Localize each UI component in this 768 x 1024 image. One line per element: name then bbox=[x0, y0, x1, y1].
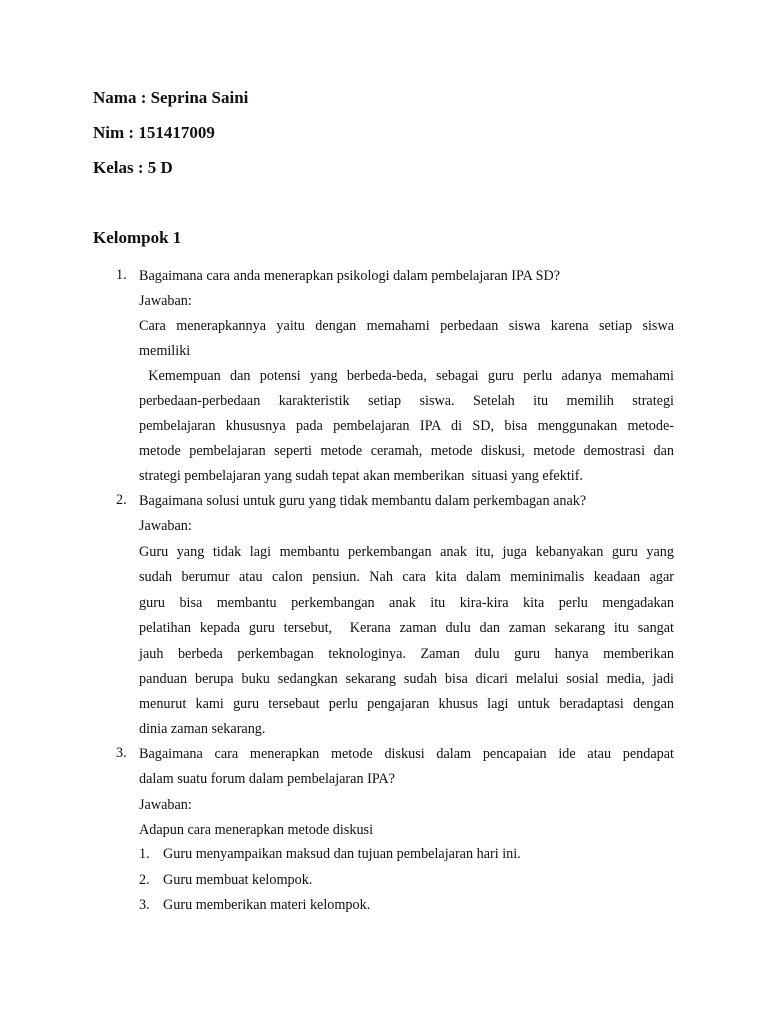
answer-1-line: memiliki bbox=[139, 343, 191, 359]
student-class: Kelas : 5 D bbox=[93, 158, 173, 177]
answer-2-line: guru bisa membantu perkembangan anak itu kira-kira kita perlu mengadakan bbox=[139, 595, 674, 611]
question-2-answer-label: Jawaban: bbox=[139, 518, 192, 534]
answer-2-line: pelatihan kepada guru tersebut, Kerana zaman dulu dan zaman sekarang itu sangat bbox=[139, 620, 674, 636]
answer-3-intro: Adapun cara menerapkan metode diskusi bbox=[139, 822, 374, 838]
question-3-answer-label: Jawaban: bbox=[139, 797, 192, 813]
answer-1-line: perbedaan-perbedaan karakteristik setiap siswa. Setelah itu memilih strategi bbox=[139, 393, 674, 409]
question-1-text: Bagaimana cara anda menerapkan psikologi dalam pembelajaran IPA SD? bbox=[139, 268, 561, 284]
question-3-number: 3. bbox=[116, 745, 127, 761]
question-2-number: 2. bbox=[116, 492, 127, 508]
step-number: 3. bbox=[139, 897, 150, 913]
student-nim: Nim : 151417009 bbox=[93, 123, 215, 142]
answer-2-line: panduan berupa buku sedangkan sekarang sudah bisa dicari melalui sosial media, jadi bbox=[139, 671, 674, 687]
question-2-text: Bagaimana solusi untuk guru yang tidak membantu dalam perkembagan anak? bbox=[139, 493, 587, 509]
step-number: 1. bbox=[139, 846, 150, 862]
answer-1-line: Cara menerapkannya yaitu dengan memahami perbedaan siswa karena setiap siswa bbox=[139, 318, 674, 334]
question-3-text: Bagaimana cara menerapkan metode diskusi dalam pencapaian ide atau pendapat bbox=[139, 746, 674, 762]
answer-1-line: strategi pembelajaran yang sudah tepat akan memberikan situasi yang efektif. bbox=[139, 468, 583, 484]
answer-2-line: sudah berumur atau calon pensiun. Nah cara kita dalam meminimalis keadaan agar bbox=[139, 569, 674, 585]
question-1-number: 1. bbox=[116, 267, 127, 283]
answer-1-line: metode pembelajaran seperti metode ceramah, metode diskusi, metode demostrasi dan bbox=[139, 443, 674, 459]
step-text: Guru menyampaikan maksud dan tujuan pembelajaran hari ini. bbox=[163, 846, 521, 862]
student-name: Nama : Seprina Saini bbox=[93, 88, 249, 107]
question-1-answer-label: Jawaban: bbox=[139, 293, 192, 309]
step-text: Guru membuat kelompok. bbox=[163, 872, 313, 888]
answer-1-line: pembelajaran khususnya pada pembelajaran IPA di SD, bisa menggunakan metode- bbox=[139, 418, 674, 434]
answer-1-line: Kemempuan dan potensi yang berbeda-beda, sebagai guru perlu adanya memahami bbox=[139, 368, 674, 384]
group-heading: Kelompok 1 bbox=[93, 228, 182, 247]
answer-2-line: jauh berbeda perkembagan teknologinya. Zaman dulu guru hanya memberikan bbox=[139, 646, 674, 662]
answer-2-line: dinia zaman sekarang. bbox=[139, 721, 266, 737]
step-number: 2. bbox=[139, 872, 150, 888]
answer-2-line: Guru yang tidak lagi membantu perkembangan anak itu, juga kebanyakan guru yang bbox=[139, 544, 674, 560]
answer-2-line: menurut kami guru tersebaut perlu pengajaran khusus lagi untuk beradaptasi dengan bbox=[139, 696, 674, 712]
question-3-text: dalam suatu forum dalam pembelajaran IPA? bbox=[139, 771, 395, 787]
step-text: Guru memberikan materi kelompok. bbox=[163, 897, 371, 913]
